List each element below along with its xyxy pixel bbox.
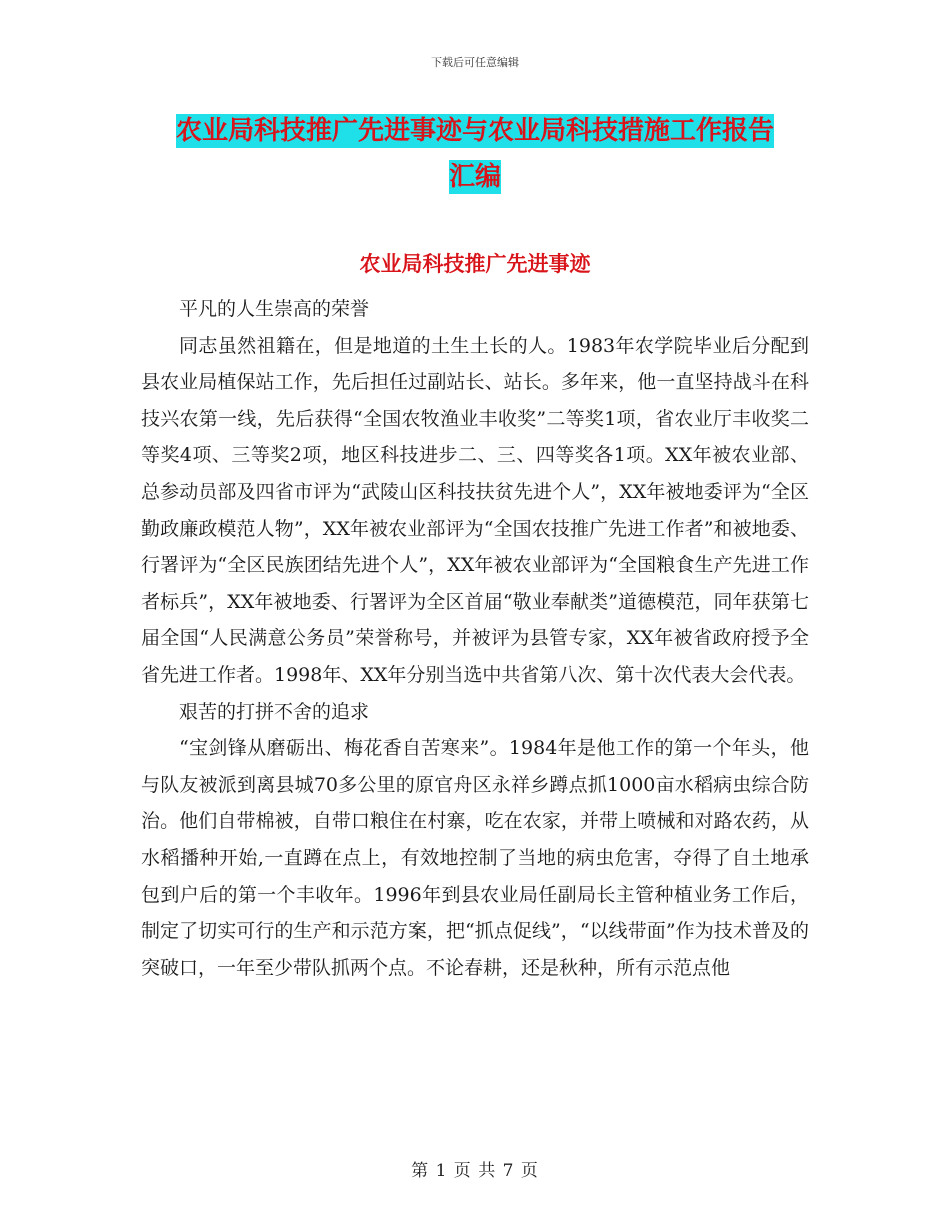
paragraph-1: 同志虽然祖籍在，但是地道的土生土长的人。1983年农学院毕业后分配到县农业局植保站工作，先后担任过副站长、站长。多年来，他一直坚持战斗在科技兴农第一线，先后获得“全国农牧渔业丰收奖”二等奖1项，省农业厅丰收奖二等奖4项、三等奖2项，地区科技进步二、三、四等奖各1项。XX年被农业部、总参动员部及四省市评为“武陵山区科技扶贫先进个人”，XX年被地委评为“全区勤政廉政模范人物”，XX年被农业部评为“全国农技推广先进工作者”和被地委、行署评为“全区民族团结先进个人”，XX年被农业部评为“全国粮食生产先进工作者标兵”，XX年被地委、行署评为全区首届“敬业奉献类”道德模范，同年获第七届全国“人民满意公务员”荣誉称号，并被评为县管专家，XX年被省政府授予全省先进工作者。1998年、XX年分别当选中共省第八次、第十次代表大会代表。: [141, 334, 809, 686]
document-body: [141, 291, 809, 986]
document-title: [140, 108, 810, 200]
document-title-line-1: 农业局科技推广先进事迹与农业局科技措施工作报告: [175, 116, 774, 146]
header-note: 下载后可任意编辑: [431, 56, 519, 69]
page-number: 第 1 页 共 7 页: [411, 1161, 539, 1181]
paragraph-2: “宝剑锋从磨砺出、梅花香自苦寒来”。1984年是他工作的第一个年头，他与队友被派到离县城70多公里的原官舟区永祥乡蹲点抓1000亩水稻病虫综合防治。他们自带棉被，自带口粮住在村寨，吃在农家，并带上喷械和对路农药，从水稻播种开始,一直蹲在点上，有效地控制了当地的病虫危害，夺得了自土地承包到户后的第一个丰收年。1996年到县农业局任副局长主管种植业务工作后，制定了切实可行的生产和示范方案，把“抓点促线”，“以线带面”作为技术普及的突破口，一年至少带队抓两个点。不论春耕，还是秋种，所有示范点他: [141, 737, 809, 979]
section-title: 农业局科技推广先进事迹: [359, 252, 591, 276]
document-title-line-2: 汇编: [448, 162, 501, 192]
subheading-1: 平凡的人生崇高的荣誉: [179, 298, 370, 320]
subheading-2: 艰苦的打拼不舍的追求: [179, 700, 370, 723]
